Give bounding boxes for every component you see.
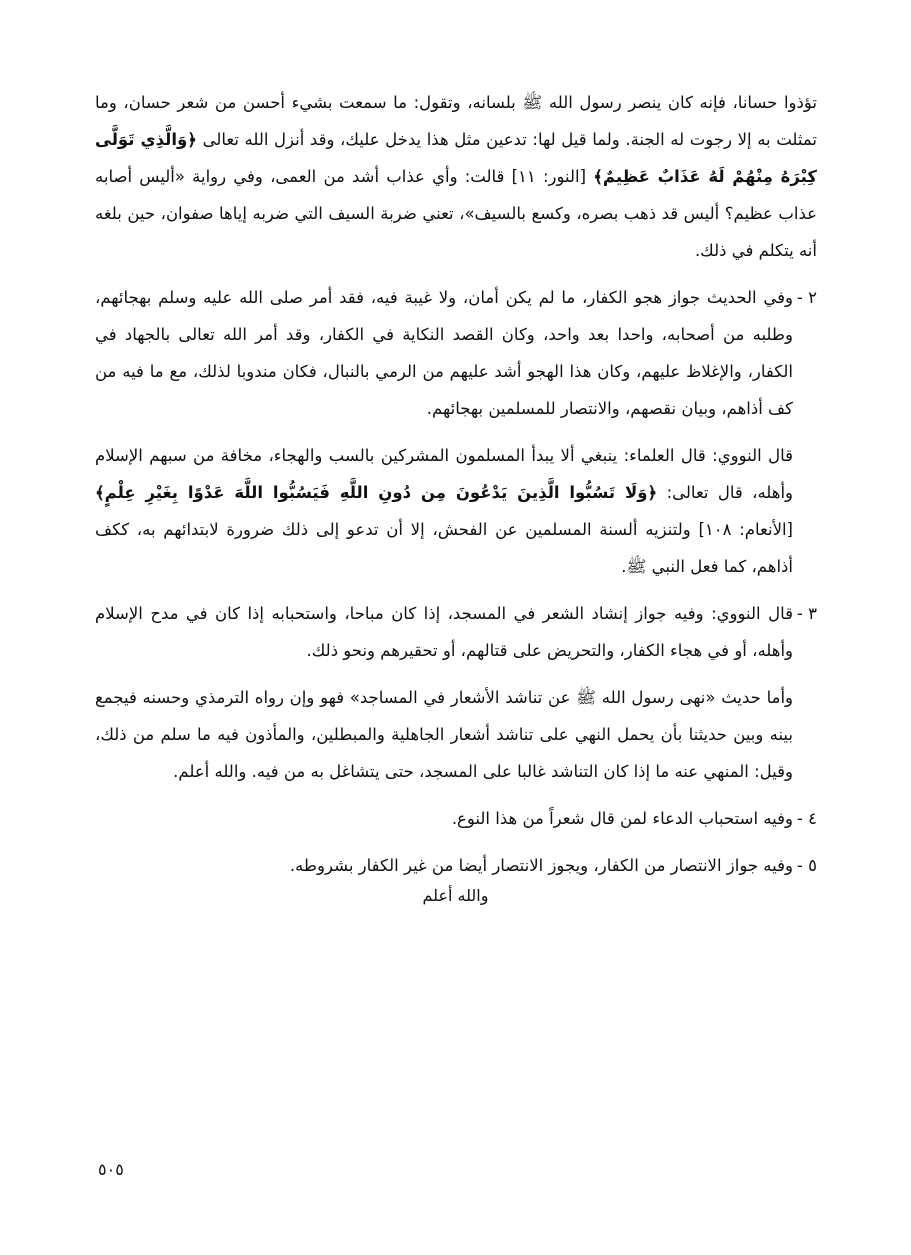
item-text: وفي الحديث جواز هجو الكفار، ما لم يكن أمان، ولا غيبة فيه، فقد أمر صلى الله عليه وسلم بهجائهم، وطلبه من أصحابه، واحدا بعد واحد، وكان القصد النكاية في الكفار، وقد أمر الله تعالى بالجهاد في الكفار، والإغلاظ عليهم، وكان هذا الهجو أشد عليهم من الرمي بالنبال، فكان مندوبا لذلك، مع ما فيه من كف أذاهم، وبيان نقصهم، والانتصار للمسلمين بهجائهم. bbox=[95, 288, 793, 418]
item-number: ٥ - bbox=[796, 856, 817, 875]
item-number: ٣ - bbox=[796, 604, 817, 623]
paragraph-text: قال النووي: قال العلماء: ينبغي ألا يبدأ المسلمون المشركين بالسب والهجاء، مخافة من سبهم الإسلام وأهله، قال تعالى: bbox=[95, 446, 794, 502]
paragraph-nawawi-scholars bbox=[95, 437, 817, 585]
paragraph-text: [الأنعام: ١٠٨] ولتنزيه ألسنة المسلمين عن الفحش، إلا أن تدعو إلى ذلك ضرورة لابتدائهم به، ككف أذاهم، كما فعل النبي ﷺ. bbox=[95, 520, 793, 576]
item-text: وفيه استحباب الدعاء لمن قال شعراً من هذا النوع. bbox=[451, 809, 793, 828]
paragraph-hassan bbox=[95, 84, 817, 269]
item-text: قال النووي: وفيه جواز إنشاد الشعر في المسجد، إذا كان مباحا، واستحبابه إذا كان في مدح الإسلام وأهله، أو في هجاء الكفار، والتحريض على قتالهم، أو تحقيرهم ونحو ذلك. bbox=[95, 604, 793, 660]
closing-phrase: والله أعلم bbox=[422, 886, 489, 905]
list-item-3 bbox=[95, 595, 817, 669]
list-item-5 bbox=[95, 847, 817, 884]
page-number: ٥٠٥ bbox=[98, 1160, 124, 1179]
paragraph-text: [النور: ١١] قالت: وأي عذاب أشد من العمى، وفي رواية «أليس أصابه عذاب عظيم؟ أليس قد ذهب بصره، وكسع بالسيف»، تعني ضربة السيف التي ضربه إياها صفوان، حين بلغه أنه يتكلم في ذلك. bbox=[95, 167, 817, 260]
quran-verse-anam: ﴿وَلَا تَسُبُّوا الَّذِينَ يَدْعُونَ مِن دُونِ اللَّهِ فَيَسُبُّوا اللَّهَ عَدْوًا بِغَيْرِ عِلْمٍ﴾ bbox=[95, 483, 658, 502]
quran-verse-nur: ﴿وَالَّذِي تَوَلَّى كِبْرَهُ مِنْهُمْ لَهُ عَذَابٌ عَظِيمٌ﴾ bbox=[95, 130, 817, 186]
item-number: ٤ - bbox=[796, 809, 817, 828]
page-body bbox=[95, 84, 817, 894]
list-item-4 bbox=[95, 800, 817, 837]
list-item-2 bbox=[95, 279, 817, 427]
item-number: ٢ - bbox=[796, 288, 817, 307]
paragraph-hadith-note: وأما حديث «نهى رسول الله ﷺ عن تناشد الأشعار في المساجد» فهو وإن رواه الترمذي وحسنه فيجمع بينه وبين حديثنا بأن يحمل النهي على تناشد أشعار الجاهلية والمبطلين، والمأذون فيه ما سلم من ذلك، وقيل: المنهي عنه ما إذا كان التناشد غالبا على المسجد، حتى يتشاغل به من فيه. والله أعلم. bbox=[95, 688, 793, 781]
item-text: وفيه جواز الانتصار من الكفار، ويجوز الانتصار أيضا من غير الكفار بشروطه. bbox=[289, 856, 793, 875]
paragraph-text: تؤذوا حسانا، فإنه كان ينصر رسول الله ﷺ بلسانه، وتقول: ما سمعت بشيء أحسن من شعر حسان، وما تمثلت به إلا رجوت له الجنة. ولما قيل لها: تدعين مثل هذا يدخل عليك، وقد أنزل الله تعالى bbox=[95, 93, 818, 149]
